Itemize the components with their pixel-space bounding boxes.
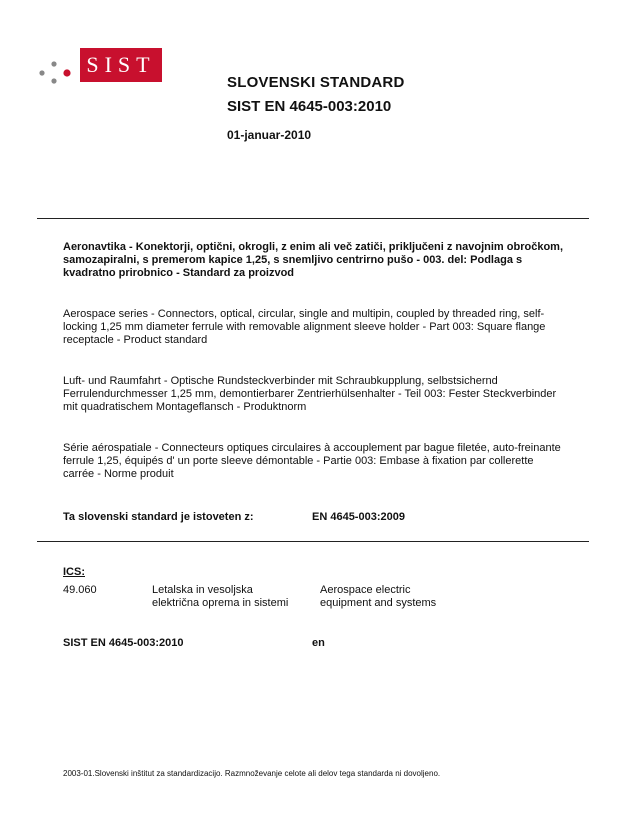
ics-description-en [320, 584, 436, 610]
title-french: Série aérospatiale - Connecteurs optiques circulaires à accouplement par bague filetée, auto-freinante ferrule 1,25, équipés d' un porte sleeve démontable - Partie 003: Embase à fixation par collerette carrée - Norme produit [63, 442, 561, 480]
standard-number: SIST EN 4645-003:2010 [227, 98, 392, 115]
ics-label: ICS: [63, 566, 85, 578]
footer-language: en [312, 637, 325, 649]
title-english: Aerospace series - Connectors, optical, circular, single and multipin, coupled by threaded ring, self-locking 1,25 mm diameter ferrule with removable alignment sleeve holder - Part 003: Square flange receptacle - Product standard [63, 308, 546, 346]
ics-sl-line1: Letalska in vesoljska [152, 584, 253, 596]
title-german: Luft- und Raumfahrt - Optische Rundsteckverbinder mit Schraubkupplung, selbstsichernd Ferrulendurchmesser 1,25 mm, demontierbarer Zentrierhülsenhalter - Teil 003: Fester Steckverbinder mit quadratischem Montageflansch - Produktnorm [63, 375, 557, 413]
logo-text: SIST [86, 52, 156, 77]
copyright-notice: 2003-01.Slovenski inštitut za standardizacijo. Razmnoževanje celote ali delov tega standarda ni dovoljeno. [63, 769, 441, 778]
equivalence-value: EN 4645-003:2009 [312, 511, 405, 523]
logo-dots-icon [36, 60, 76, 84]
equivalence-label: Ta slovenski standard je istoveten z: [63, 511, 254, 523]
sist-logo [80, 48, 162, 82]
middle-divider [37, 541, 589, 542]
ics-code: 49.060 [63, 584, 97, 596]
standard-heading: SLOVENSKI STANDARD [227, 74, 405, 91]
ics-en-line2: equipment and systems [320, 597, 437, 609]
ics-en-line1: Aerospace electric [320, 584, 411, 596]
title-slovenian: Aeronavtika - Konektorji, optični, okrogli, z enim ali več zatiči, priključeni z navojnim obročkom, samozapiralni, s premerom kapice 1,25, s snemljivo centrirno pušo - 003. del: Podlaga s kvadratno prirobnico - Standard za proizvod [63, 241, 564, 279]
ics-description-sl [152, 584, 288, 610]
publication-date: 01-januar-2010 [227, 128, 312, 142]
top-divider [37, 218, 589, 219]
ics-sl-line2: električna oprema in sistemi [152, 597, 289, 609]
footer-standard-code: SIST EN 4645-003:2010 [63, 637, 184, 649]
